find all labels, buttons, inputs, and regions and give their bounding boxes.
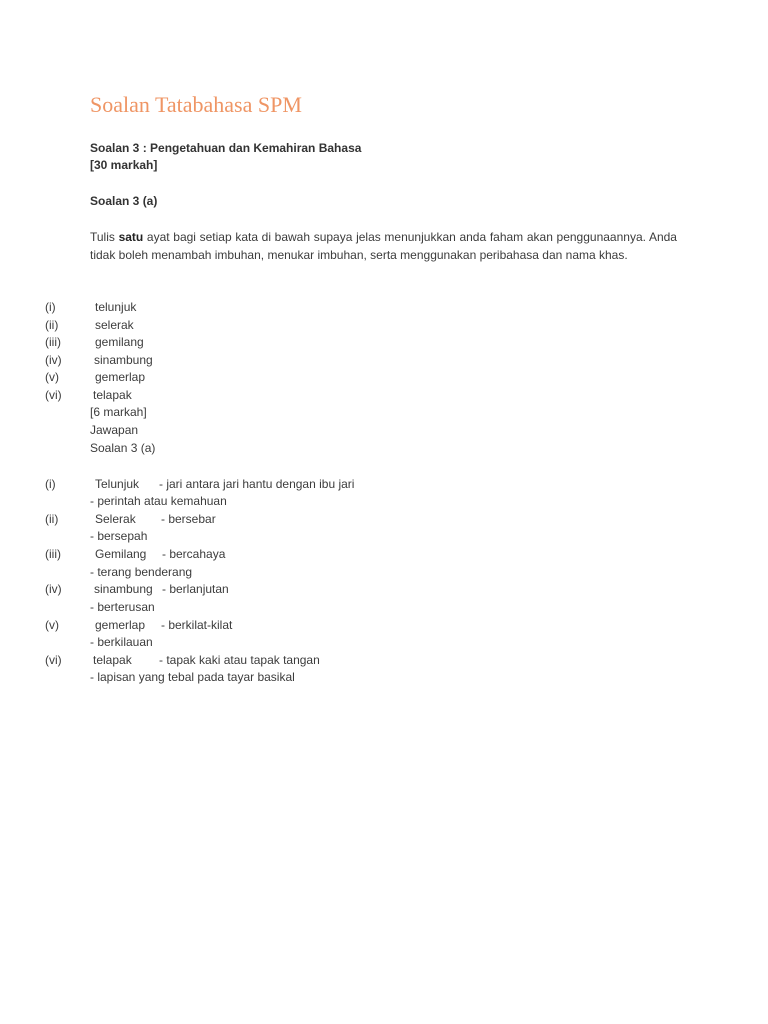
question-number: (v) [45, 370, 59, 384]
answer-meaning: - jari antara jari hantu dengan ibu jari [159, 477, 355, 491]
answer-heading: Jawapan [90, 423, 139, 437]
answer-meaning: - berlanjutan [162, 582, 229, 596]
answer-meaning: - berterusan [90, 600, 155, 614]
section-marks: [30 markah] [90, 158, 158, 172]
section-heading: Soalan 3 : Pengetahuan dan Kemahiran Bahasa [90, 141, 362, 155]
answer-meaning: - berkilat-kilat [161, 618, 233, 632]
question-number: (iii) [45, 335, 61, 349]
page-title: Soalan Tatabahasa SPM [90, 92, 302, 117]
answer-label: Soalan 3 (a) [90, 441, 156, 455]
question-number: (vi) [45, 388, 62, 402]
instruction-after: ayat bagi setiap kata di bawah supaya jelas menunjukkan anda faham akan penggunaannya. Anda tidak boleh menambah imbuhan, menukar imbuhan, serta menggunakan peribahasa dan nama khas. [90, 230, 677, 262]
answer-meaning: - lapisan yang tebal pada tayar basikal [90, 670, 295, 684]
answer-number: (iv) [45, 582, 62, 596]
answer-word: Selerak [95, 512, 136, 526]
answer-number: (v) [45, 618, 59, 632]
question-word: gemilang [95, 335, 144, 349]
question-number: (ii) [45, 318, 59, 332]
question-marks: [6 markah] [90, 405, 147, 419]
answer-word: gemerlap [95, 618, 146, 632]
instruction-paragraph [90, 229, 677, 264]
question-label: Soalan 3 (a) [90, 194, 158, 208]
answer-word: Telunjuk [95, 477, 140, 491]
answer-number: (i) [45, 477, 56, 491]
question-number: (iv) [45, 353, 62, 367]
question-word: gemerlap [95, 370, 146, 384]
question-word: telapak [93, 388, 132, 402]
answer-number: (iii) [45, 547, 61, 561]
instruction-emphasis: satu [118, 230, 144, 244]
question-word: sinambung [94, 353, 153, 367]
question-word: selerak [95, 318, 134, 332]
answer-number: (ii) [45, 512, 59, 526]
answer-word: telapak [93, 653, 132, 667]
answer-meaning: - terang benderang [90, 565, 193, 579]
answer-word: sinambung [94, 582, 153, 596]
answer-meaning: - berkilauan [90, 635, 153, 649]
answer-meaning: - tapak kaki atau tapak tangan [159, 653, 320, 667]
answer-number: (vi) [45, 653, 62, 667]
question-word: telunjuk [95, 300, 137, 314]
answer-meaning: - bersebar [161, 512, 216, 526]
answer-word: Gemilang [95, 547, 147, 561]
answer-meaning: - bercahaya [162, 547, 226, 561]
answer-meaning: - bersepah [90, 529, 148, 543]
question-number: (i) [45, 300, 56, 314]
instruction-before: Tulis [90, 230, 119, 244]
answer-meaning: - perintah atau kemahuan [90, 494, 227, 508]
